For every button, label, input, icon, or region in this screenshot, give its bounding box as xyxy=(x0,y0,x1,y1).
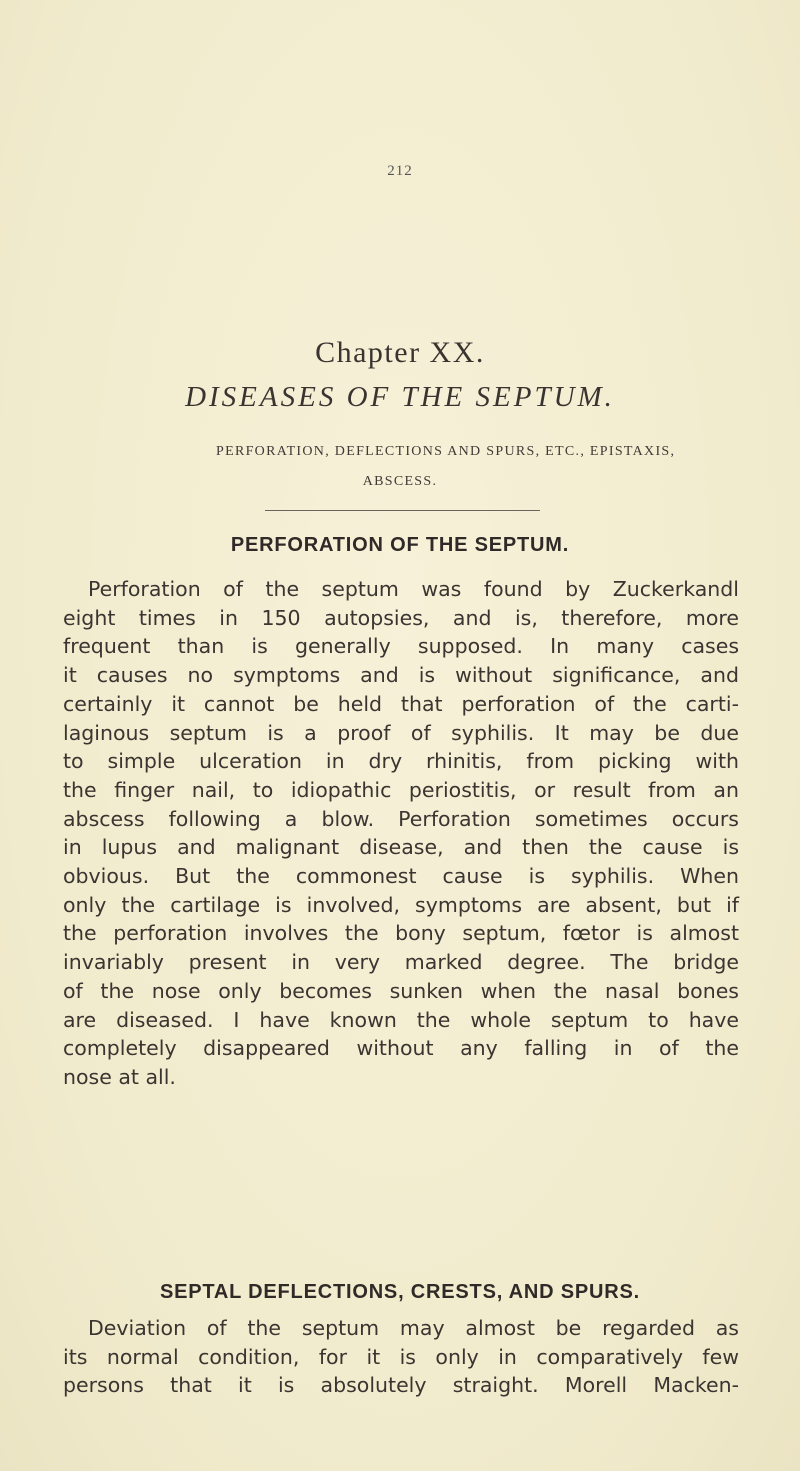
paragraph-deflections xyxy=(63,1314,739,1400)
text-line: of the nose only becomes sunken when the nasal bones xyxy=(63,978,739,1003)
chapter-title: DISEASES OF THE SEPTUM. xyxy=(185,381,615,413)
text-line: its normal condition, for it is only in comparatively few xyxy=(63,1344,739,1369)
subtitle-line: PERFORATION, DEFLECTIONS AND SPURS, ETC., EPISTAXIS, xyxy=(216,444,676,459)
section-heading-perforation: PERFORATION OF THE SEPTUM. xyxy=(230,534,570,556)
text-line: to simple ulceration in dry rhinitis, from picking with xyxy=(63,749,739,774)
chapter-heading: Chapter XX. xyxy=(315,336,485,369)
subtitle-line: ABSCESS. xyxy=(362,474,438,489)
text-line: eight times in 150 autopsies, and is, therefore, more xyxy=(63,605,739,630)
text-line: nose at all. xyxy=(63,1064,176,1089)
paragraph-perforation xyxy=(63,575,739,1092)
text-line: the perforation involves the bony septum, fœtor is almost xyxy=(63,921,739,946)
section-heading-deflections: SEPTAL DEFLECTIONS, CRESTS, AND SPURS. xyxy=(159,1281,641,1303)
text-line: abscess following a blow. Perforation sometimes occurs xyxy=(63,806,739,831)
text-line: completely disappeared without any falling in of the xyxy=(63,1036,739,1061)
text-line: in lupus and malignant disease, and then the cause is xyxy=(63,835,739,860)
page-number: 212 xyxy=(387,163,413,179)
text-line: Deviation of the septum may almost be regarded as xyxy=(88,1316,739,1340)
divider-rule xyxy=(265,510,540,511)
text-line: invariably present in very marked degree. The bridge xyxy=(63,950,739,975)
text-line: it causes no symptoms and is without significance, and xyxy=(63,663,739,688)
text-line: persons that it is absolutely straight. Morell Macken- xyxy=(63,1373,739,1398)
text-line: frequent than is generally supposed. In many cases xyxy=(63,634,739,659)
text-line: laginous septum is a proof of syphilis. It may be due xyxy=(63,720,739,745)
text-line: only the cartilage is involved, symptoms are absent, but if xyxy=(63,892,739,917)
text-line: obvious. But the commonest cause is syphilis. When xyxy=(63,864,739,889)
text-line: certainly it cannot be held that perforation of the carti- xyxy=(63,691,739,716)
text-line: are diseased. I have known the whole septum to have xyxy=(63,1007,739,1032)
text-line: the finger nail, to idiopathic periostitis, or result from an xyxy=(63,777,739,802)
text-line: Perforation of the septum was found by Zuckerkandl xyxy=(88,577,739,601)
